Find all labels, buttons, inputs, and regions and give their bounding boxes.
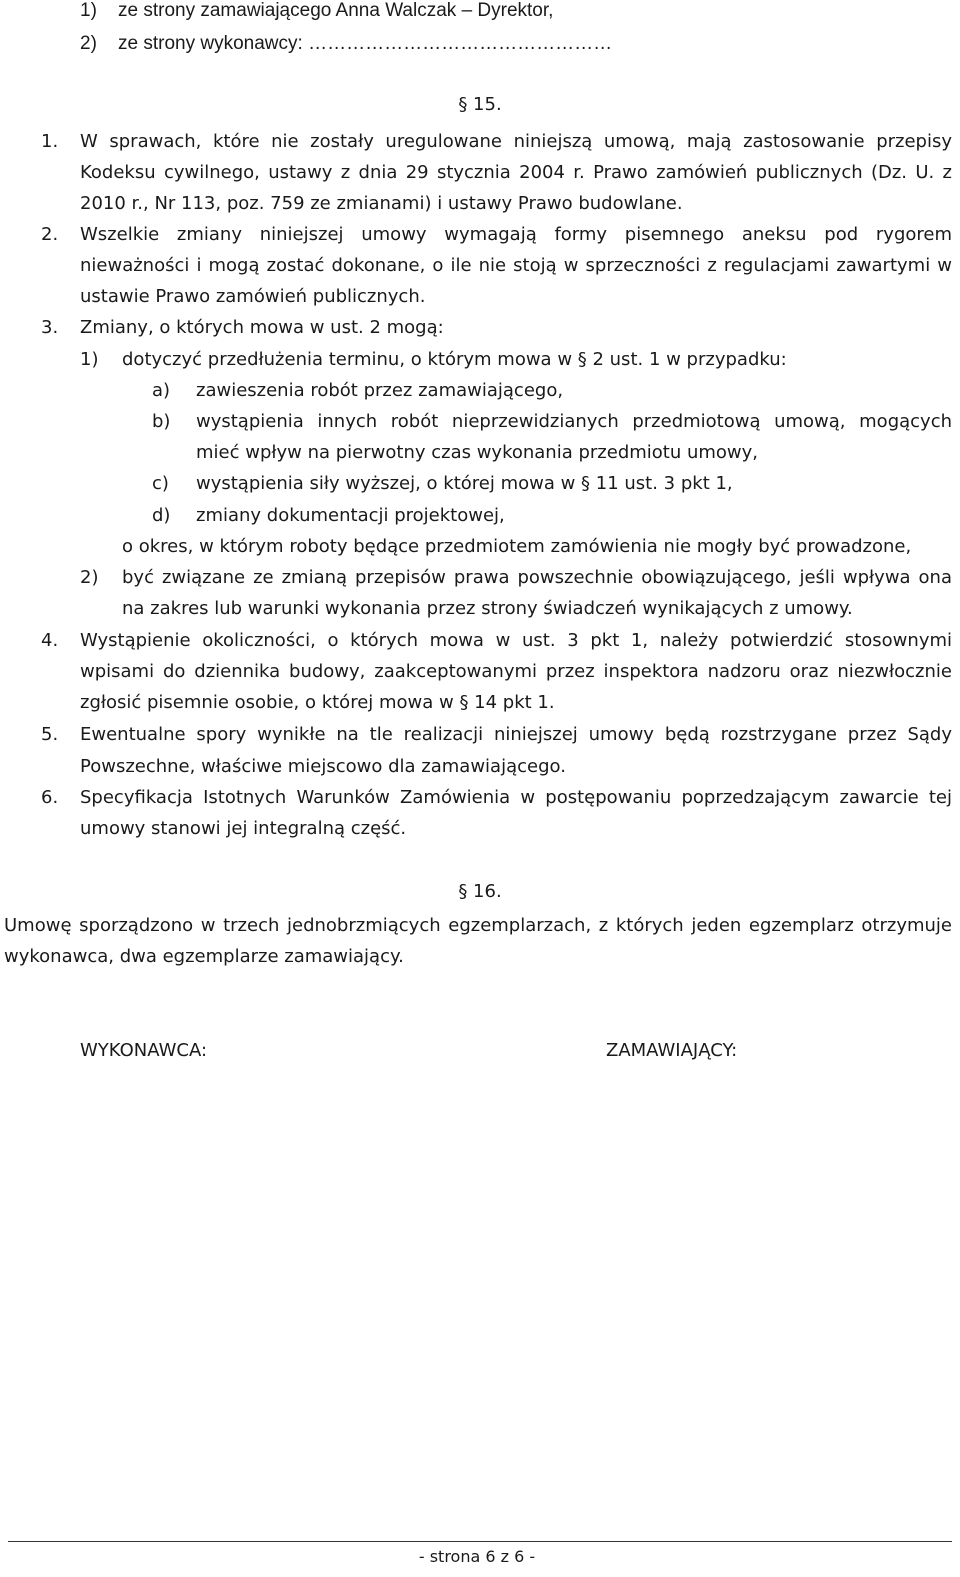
item-number: 4. [41, 630, 59, 651]
paragraph-line: Umowę sporządzono w trzech jednobrzmiących egzemplarzach, z których jeden egzemplarz otrzymuje [4, 915, 952, 936]
letter-text: wystąpienia innych robót nieprzewidzianych przedmiotową umową, mogących [196, 411, 952, 432]
paragraph-line: zgłosić pisemnie osobie, o której mowa w § 14 pkt 1. [80, 692, 555, 713]
page-footer: - strona 6 z 6 - [418, 1547, 536, 1566]
paragraph-line: wykonawca, dwa egzemplarze zamawiający. [4, 946, 404, 967]
signature-label-client: ZAMAWIAJĄCY: [606, 1040, 738, 1061]
paragraph-line: Wystąpienie okoliczności, o których mowa w ust. 3 pkt 1, należy potwierdzić stosownymi [80, 630, 952, 651]
letter-number: a) [152, 380, 171, 401]
item-number: 3. [41, 317, 59, 338]
sub-item-number: 2) [80, 567, 99, 588]
item-number: 1. [41, 131, 59, 152]
paragraph-line: ustawie Prawo zamówień publicznych. [80, 286, 426, 307]
tail-text: o okres, w którym roboty będące przedmiotem zamówienia nie mogły być prowadzone, [122, 536, 912, 557]
sub-item-number: 1) [80, 349, 99, 370]
paragraph-line: Kodeksu cywilnego, ustawy z dnia 29 stycznia 2004 r. Prawo zamówień publicznych (Dz. U. z [80, 162, 952, 183]
paragraph-line: Zmiany, o których mowa w ust. 2 mogą: [80, 317, 444, 338]
paragraph-line: Wszelkie zmiany niniejszej umowy wymagają formy pisemnego aneksu pod rygorem [80, 224, 952, 245]
letter-text: mieć wpływ na pierwotny czas wykonania przedmiotu umowy, [196, 442, 759, 463]
list-number: 2) [80, 33, 97, 54]
section-heading: § 15. [458, 94, 502, 115]
letter-text: zmiany dokumentacji projektowej, [196, 505, 505, 526]
paragraph-line: Ewentualne spory wynikłe na tle realizacji niniejszej umowy będą rozstrzygane przez Sądy [80, 724, 952, 745]
signature-label-contractor: WYKONAWCA: [80, 1040, 208, 1061]
letter-text: wystąpienia siły wyższej, o której mowa w § 11 ust. 3 pkt 1, [196, 473, 733, 494]
paragraph-line: Powszechne, właściwe miejscowo dla zamawiającego. [80, 756, 566, 777]
footer-divider [8, 1541, 952, 1542]
list-text: ze strony wykonawcy: ………………………………………… [118, 33, 613, 54]
paragraph-line: umowy stanowi jej integralną część. [80, 818, 407, 839]
letter-number: d) [152, 505, 171, 526]
letter-number: b) [152, 411, 171, 432]
paragraph-line: nieważności i mogą zostać dokonane, o ile nie stoją w sprzeczności z regulacjami zawartymi w [80, 255, 952, 276]
item-number: 5. [41, 724, 59, 745]
sub-item-text: być związane ze zmianą przepisów prawa powszechnie obowiązującego, jeśli wpływa ona [122, 567, 952, 588]
letter-number: c) [152, 473, 169, 494]
paragraph-line: 2010 r., Nr 113, poz. 759 ze zmianami) i ustawy Prawo budowlane. [80, 193, 683, 214]
list-text: ze strony zamawiającego Anna Walczak – Dyrektor, [118, 0, 554, 21]
paragraph-line: wpisami do dziennika budowy, zaakceptowanymi przez inspektora nadzoru oraz niezwłocznie [80, 661, 952, 682]
section-heading: § 16. [458, 881, 502, 902]
list-number: 1) [80, 0, 97, 21]
paragraph-line: W sprawach, które nie zostały uregulowane niniejszą umową, mają zastosowanie przepisy [80, 131, 952, 152]
item-number: 2. [41, 224, 59, 245]
letter-text: zawieszenia robót przez zamawiającego, [196, 380, 564, 401]
item-number: 6. [41, 787, 59, 808]
paragraph-line: Specyfikacja Istotnych Warunków Zamówienia w postępowaniu poprzedzającym zawarcie tej [80, 787, 952, 808]
sub-item-text: na zakres lub warunki wykonania przez strony świadczeń wynikających z umowy. [122, 598, 853, 619]
sub-item-text: dotyczyć przedłużenia terminu, o którym mowa w § 2 ust. 1 w przypadku: [122, 349, 787, 370]
